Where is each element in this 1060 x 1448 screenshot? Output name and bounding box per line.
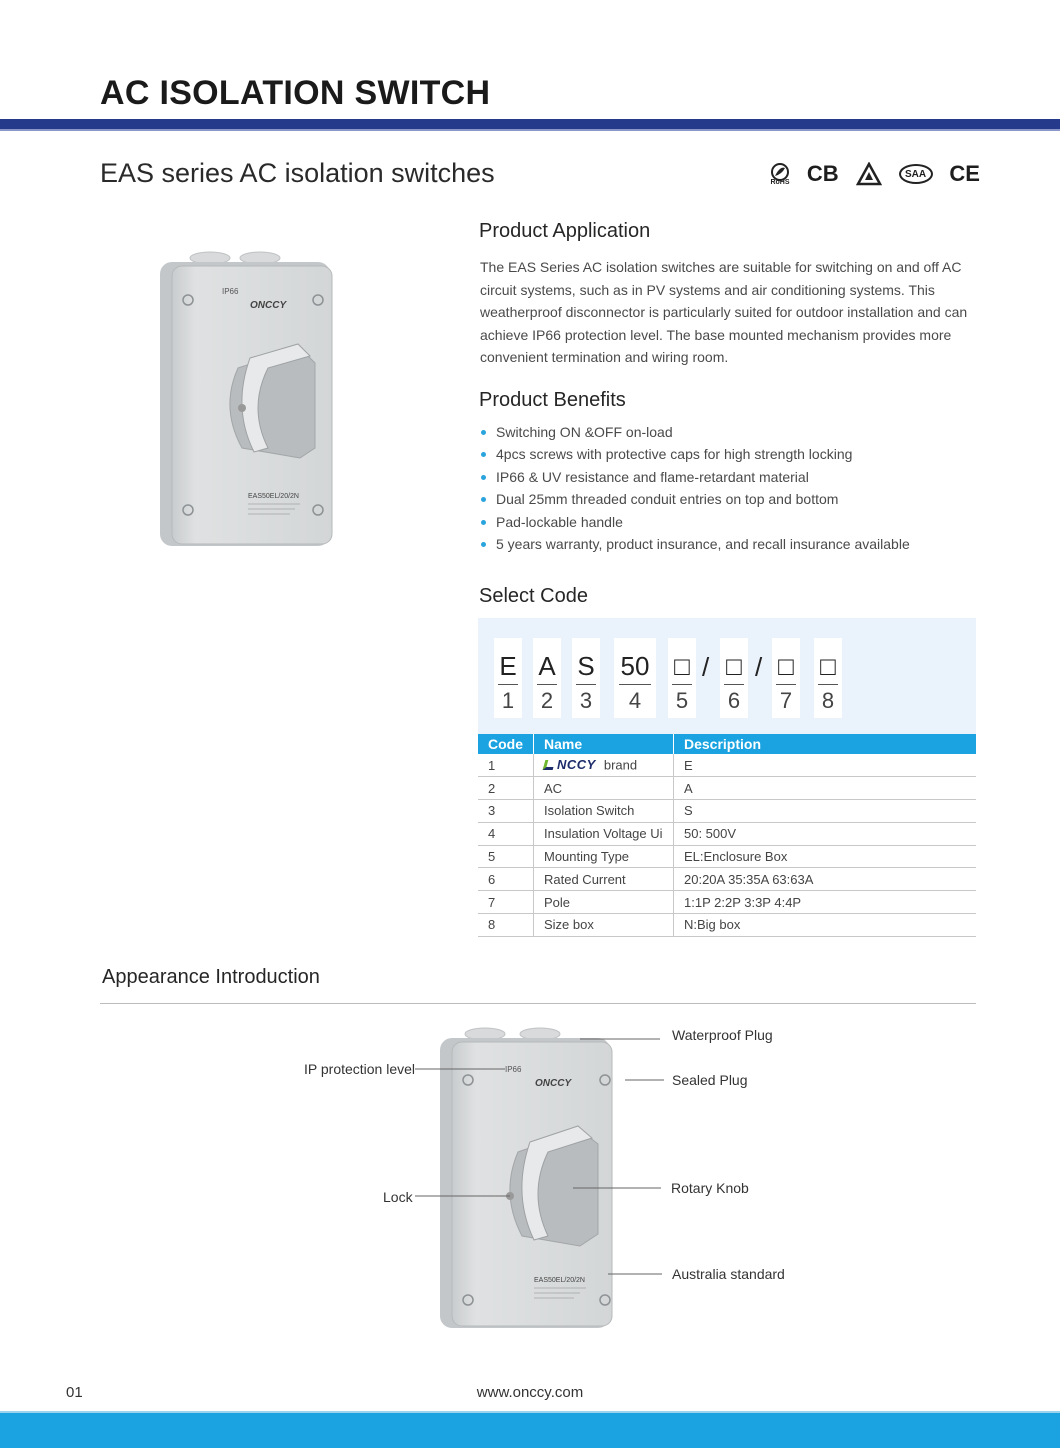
page-title: AC ISOLATION SWITCH — [100, 74, 491, 112]
code-box-2 — [533, 638, 561, 718]
code-box-1 — [494, 638, 522, 718]
model-label: EAS50EL/20/2N — [248, 493, 299, 500]
callout-ip-protection-level: IP protection level — [304, 1061, 416, 1077]
table-row — [478, 777, 976, 800]
cell-name: Isolation Switch — [534, 800, 674, 823]
benefits-heading: Product Benefits — [479, 389, 626, 411]
list-item: Dual 25mm threaded conduit entries on top and bottom — [480, 488, 980, 510]
cell-code: 8 — [478, 914, 534, 937]
cell-code: 1 — [478, 754, 534, 777]
list-item: Pad-lockable handle — [480, 511, 980, 533]
brand-logo-text: NCCY — [557, 757, 596, 773]
cell-description: 1:1P 2:2P 3:3P 4:4P — [674, 891, 977, 914]
cell-name: Mounting Type — [534, 845, 674, 868]
code-placeholder: □ — [674, 651, 690, 681]
application-text: The EAS Series AC isolation switches are suitable for switching on and off AC circuit systems, such as in PV systems and air conditioning systems. This weatherproof disconnector is particularly suited for outdoor installation and can achieve IP66 protection level. The base mounted mechanism provides more convenient termination and wiring room. — [480, 259, 968, 365]
table-row — [478, 822, 976, 845]
code-box-5 — [668, 638, 696, 718]
cell-name: AC — [534, 777, 674, 800]
callout-australia-standard: Australia standard — [672, 1266, 785, 1282]
triangle-mark-icon — [856, 162, 882, 186]
table-row — [478, 845, 976, 868]
footer-bar — [0, 1413, 1060, 1448]
code-separator: / — [755, 652, 763, 682]
callout-lock: Lock — [383, 1189, 413, 1205]
column-header-name: Name — [534, 734, 674, 754]
code-box-3 — [572, 638, 600, 718]
website-url: www.onccy.com — [476, 1384, 584, 1401]
page-subtitle: EAS series AC isolation switches — [100, 158, 495, 188]
certification-icons — [770, 158, 980, 190]
cell-code: 6 — [478, 868, 534, 891]
callout-waterproof-plug: Waterproof Plug — [672, 1027, 773, 1043]
rohs-label: RoHS — [770, 178, 790, 186]
table-row — [478, 868, 976, 891]
table-row — [478, 754, 976, 777]
code-index: 1 — [501, 688, 515, 713]
cell-name: Insulation Voltage Ui — [534, 822, 674, 845]
code-letter: E — [499, 651, 517, 681]
cell-name-text: brand — [603, 757, 638, 773]
cb-icon: CB — [806, 161, 839, 186]
table-row — [478, 891, 976, 914]
cell-code: 7 — [478, 891, 534, 914]
cell-description: 50: 500V — [674, 822, 977, 845]
code-index: 5 — [675, 688, 689, 713]
cell-description: 20:20A 35:35A 63:63A — [674, 868, 977, 891]
code-placeholder: □ — [778, 651, 794, 681]
cell-description: A — [674, 777, 977, 800]
list-item: Switching ON &OFF on-load — [480, 421, 980, 443]
code-box-8 — [814, 638, 842, 718]
application-heading: Product Application — [479, 220, 651, 242]
list-item: 4pcs screws with protective caps for high strength locking — [480, 443, 980, 465]
cell-description: N:Big box — [674, 914, 977, 937]
model-label-diagram: EAS50EL/20/2N — [534, 1277, 585, 1284]
cell-code: 3 — [478, 800, 534, 823]
isolation-switch-image — [150, 248, 340, 548]
cell-description: E — [674, 754, 977, 777]
code-index: 8 — [821, 688, 835, 713]
cell-name — [534, 754, 674, 777]
benefits-list — [480, 421, 980, 555]
table-row — [478, 800, 976, 823]
code-placeholder: □ — [726, 651, 742, 681]
cell-code: 5 — [478, 845, 534, 868]
column-header-code: Code — [478, 734, 534, 754]
code-index: 6 — [727, 688, 741, 713]
code-index: 4 — [628, 688, 642, 713]
code-table — [478, 734, 976, 937]
ce-icon: CE — [949, 161, 980, 186]
table-header-row — [478, 734, 976, 754]
cell-description: EL:Enclosure Box — [674, 845, 977, 868]
rohs-icon — [770, 163, 790, 186]
page-number: 01 — [66, 1384, 83, 1401]
cell-name: Size box — [534, 914, 674, 937]
code-separator: / — [702, 652, 710, 682]
column-header-description: Description — [674, 734, 977, 754]
table-row — [478, 914, 976, 937]
code-index: 2 — [540, 688, 554, 713]
saa-icon: SAA — [899, 164, 933, 184]
list-item: 5 years warranty, product insurance, and recall insurance available — [480, 533, 980, 555]
cell-code: 2 — [478, 777, 534, 800]
code-placeholder: □ — [820, 651, 836, 681]
code-index: 3 — [579, 688, 593, 713]
code-letter: S — [577, 651, 595, 681]
ip66-label: IP66 — [222, 287, 239, 296]
cell-name: Rated Current — [534, 868, 674, 891]
title-bar-divider-thin — [0, 129, 1060, 131]
code-box-4 — [614, 638, 656, 718]
brand-logo — [544, 757, 596, 772]
code-letter: A — [538, 651, 556, 681]
code-panel — [478, 618, 976, 734]
select-code-heading: Select Code — [479, 585, 588, 607]
code-index: 7 — [779, 688, 793, 713]
brand-label: ONCCY — [250, 300, 287, 311]
code-box-6 — [720, 638, 748, 718]
cell-code: 4 — [478, 822, 534, 845]
isolation-switch-diagram-image — [430, 1024, 620, 1330]
ip66-label-diagram: IP66 — [505, 1065, 522, 1074]
callout-rotary-knob: Rotary Knob — [671, 1180, 749, 1196]
code-letter: 50 — [620, 651, 650, 681]
brand-label-diagram: ONCCY — [535, 1078, 572, 1089]
cell-description: S — [674, 800, 977, 823]
title-bar-divider — [0, 119, 1060, 129]
cell-name: Pole — [534, 891, 674, 914]
code-box-7 — [772, 638, 800, 718]
callout-sealed-plug: Sealed Plug — [672, 1072, 748, 1088]
appearance-heading: Appearance Introduction — [102, 966, 320, 988]
appearance-divider — [100, 1003, 976, 1004]
list-item: IP66 & UV resistance and flame-retardant material — [480, 466, 980, 488]
